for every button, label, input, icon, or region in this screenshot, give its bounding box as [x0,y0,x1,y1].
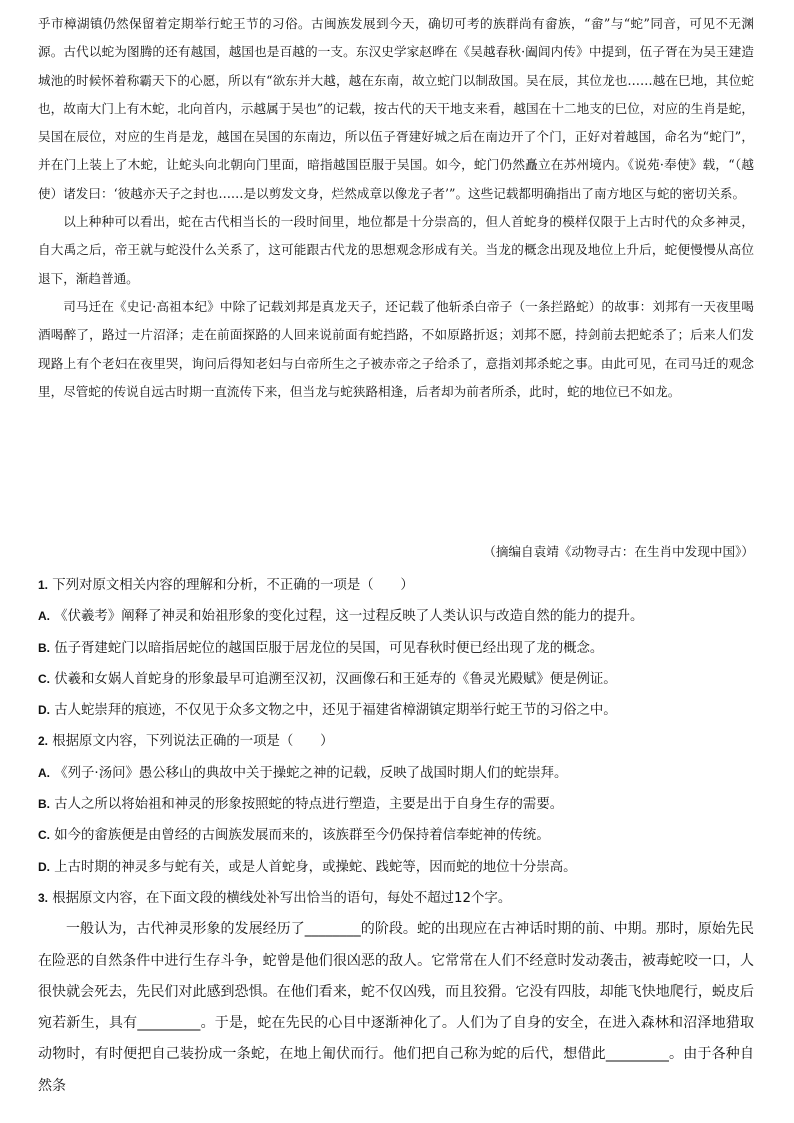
question-stem [38,726,754,757]
option-letter: B. [38,640,50,655]
option-d [38,852,754,883]
passage-paragraph: 司马迁在《史记·高祖本纪》中除了记载刘邦是真龙天子，还记载了他斩杀白帝子（一条拦路蛇）的故事：刘邦有一天夜里喝酒喝醉了，路过一片沼泽；走在前面探路的人回来说前面有蛇挡路，不如原路折返；刘邦不愿，持剑前去把蛇杀了；后来人们发现路上有个老妇在夜里哭，询问后得知老妇与白帝所生之子被赤帝之子给杀了，意指刘邦杀蛇之事。由此可见，在司马迁的观念里，尽管蛇的传说自远古时期一直流传下来，但当龙与蛇狭路相逢，后者却为前者所杀，此时，蛇的地位已不如龙。 [38,298,754,399]
question-stem [38,570,754,601]
option-c [38,820,754,851]
option-text: 《列子·汤问》愚公移山的典故中关于操蛇之神的记载，反映了战国时期人们的蛇崇拜。 [54,765,568,781]
option-b [38,633,754,664]
option-text: 如今的畲族便是由曾经的古闽族发展而来的，该族群至今仍保持着信奉蛇神的传统。 [54,828,550,844]
option-letter: C. [38,828,50,843]
option-text: 《伏羲考》阐释了神灵和始祖形象的变化过程，这一过程反映了人类认识与改造自然的能力的提升。 [54,609,644,625]
fill-in-passage: 一般认为，古代神灵形象的发展经历了________的阶段。蛇的出现应在古神话时期的前、中期。那时，原始先民在险恶的自然条件中进行生存斗争，蛇曾是他们很凶恶的敌人。它常常在人们不经意时发动袭击，被毒蛇咬一口，人很快就会死去，先民们对此感到恐惧。在他们看来，蛇不仅凶残，而且狡猾。它没有四肢，却能飞快地爬行，蜕皮后宛若新生，具有_________。于是，蛇在先民的心目中逐渐神化了。人们为了自身的安全，在进入森林和沼泽地猎取动物时，有时便把自己装扮成一条蛇，在地上匍伏而行。他们把自己称为蛇的后代，想借此_________。由于各种自然条 [38,921,754,1094]
option-a [38,758,754,789]
reading-passage [38,10,754,406]
option-text: 伍子胥建蛇门以暗指居蛇位的越国臣服于居龙位的吴国，可见春秋时便已经出现了龙的概念。 [54,640,604,656]
question-2 [38,726,754,882]
option-b [38,789,754,820]
option-text: 古人之所以将始祖和神灵的形象按照蛇的特点进行塑造，主要是出于自身生存的需要。 [54,797,564,813]
option-letter: B. [38,797,50,812]
question-text: 根据原文内容，下列说法正确的一项是（ ） [52,734,334,750]
option-letter: D. [38,703,50,718]
option-d [38,695,754,726]
question-number: 2. [38,734,49,749]
option-a [38,601,754,632]
question-1 [38,570,754,726]
option-letter: A. [38,765,50,780]
question-list [38,570,754,1102]
question-text: 根据原文内容，在下面文段的横线处补写出恰当的语句，每处不超过12个字。 [52,890,512,906]
option-c [38,664,754,695]
question-text: 下列对原文相关内容的理解和分析，不正确的一项是（ ） [52,578,414,593]
option-letter: C. [38,671,50,686]
passage-paragraph: 以上种种可以看出，蛇在古代相当长的一段时间里，地位都是十分崇高的，但人首蛇身的模样仅限于上古时代的众多神灵，自大禹之后，帝王就与蛇没什么关系了，这可能跟古代龙的思想观念形成有关。当龙的概念出现及地位上升后，蛇便慢慢从高位退下，渐趋普通。 [38,214,754,286]
option-text: 古人蛇崇拜的痕迹，不仅见于众多文物之中，还见于福建省樟湖镇定期举行蛇王节的习俗之中。 [54,703,617,719]
question-stem [38,883,754,914]
passage-source: （摘编自袁靖《动物寻古：在生肖中发现中国》） [483,544,754,559]
question-number: 1. [38,578,49,592]
option-text: 上古时期的神灵多与蛇有关，或是人首蛇身，或操蛇、践蛇等，因而蛇的地位十分崇高。 [54,859,577,875]
option-text: 伏羲和女娲人首蛇身的形象最早可追溯至汉初，汉画像石和王延寿的《鲁灵光殿赋》便是例证。 [54,671,617,687]
passage-paragraph: 乎市樟湖镇仍然保留着定期举行蛇王节的习俗。古闽族发展到今天，确切可考的族群尚有畲族，“畲”与“蛇”同音，可见不无渊源。古代以蛇为图腾的还有越国，越国也是百越的一支。东汉史学家赵晔在《吴越春秋·阖闾内传》中提到，伍子胥在为吴王建造城池的时候怀着称霸天下的心愿，所以有“欲东并大越，越在东南，故立蛇门以制敌国。吴在辰，其位龙也……越在巳地，其位蛇也，故南大门上有木蛇，北向首内，示越属于吴也”的记载，按古代的天干地支来看，越国在十二地支的巳位，对应的生肖是蛇，吴国在辰位，对应的生肖是龙，越国在吴国的东南边，所以伍子胥建好城之后在南边开了个门，正好对着越国，命名为“蛇门”，并在门上装上了木蛇，让蛇头向北朝向门里面，暗指越国臣服于吴国。如今，蛇门仍然矗立在苏州境内。《说苑·奉使》载，“（越使）诸发曰：‘彼越亦天子之封也……是以剪发文身，烂然成章以像龙子者’”。这些记载都明确指出了南方地区与蛇的密切关系。 [38,16,754,201]
question-3 [38,883,754,1102]
question-number: 3. [38,890,49,905]
option-letter: A. [38,609,50,624]
option-letter: D. [38,859,50,874]
